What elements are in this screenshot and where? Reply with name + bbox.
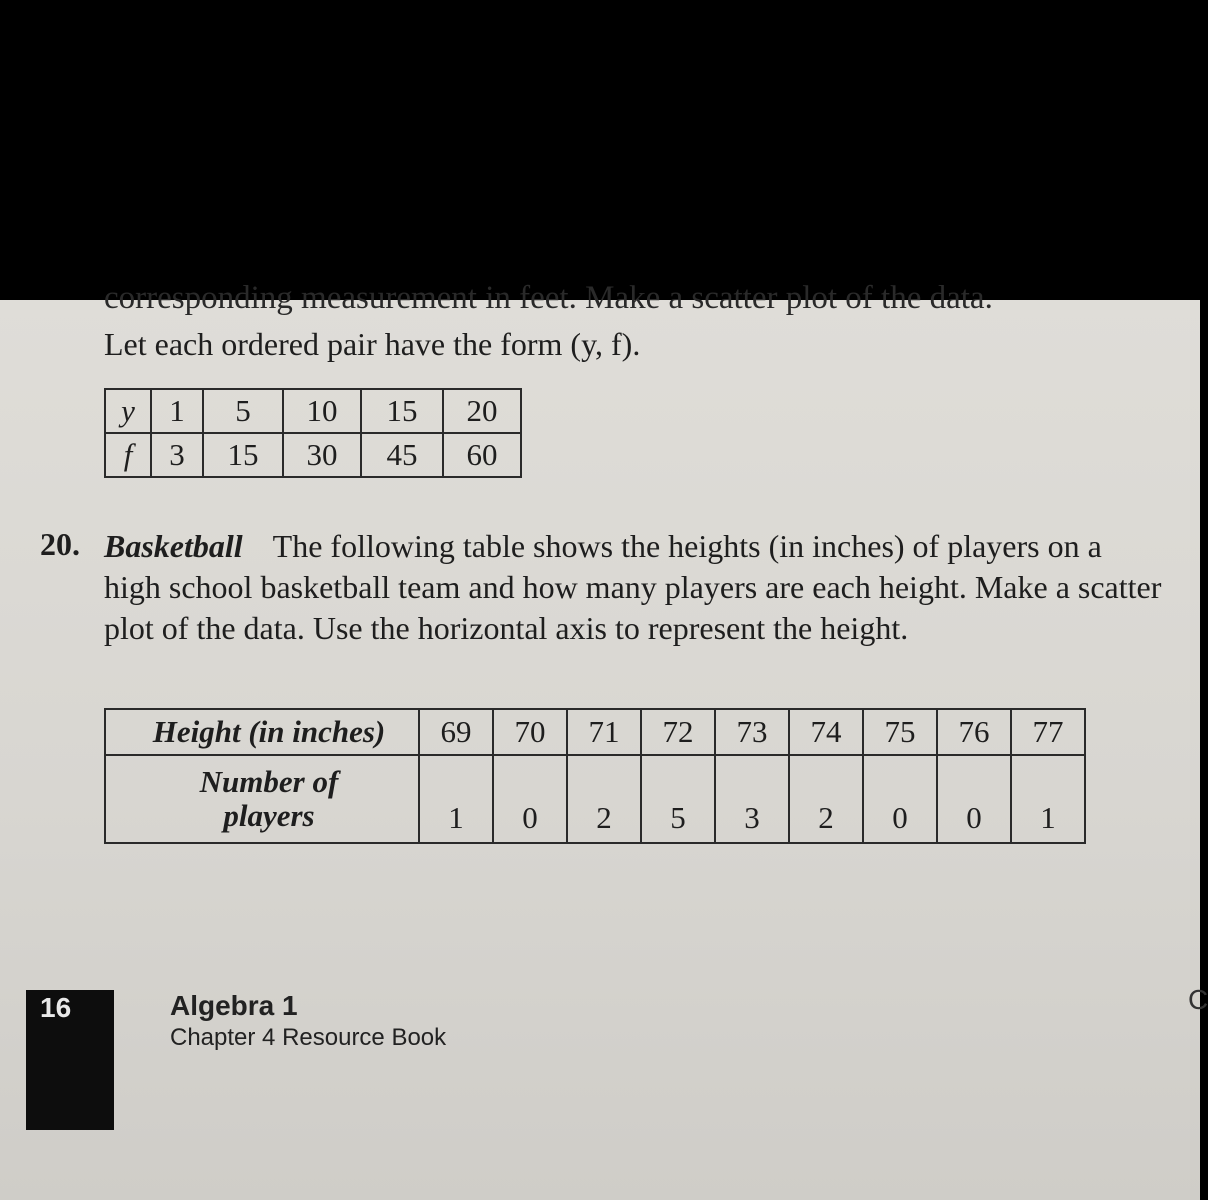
problem-number: 20. — [40, 526, 80, 562]
height-players-table — [104, 708, 1086, 844]
book-subtitle: Chapter 4 Resource Book — [170, 1024, 447, 1051]
table-cell: 73 — [715, 709, 789, 755]
table-cell: 70 — [493, 709, 567, 755]
height-row-label: Height (in inches) — [105, 709, 419, 755]
ordered-pair-instruction: Let each ordered pair have the form (y, f). — [104, 326, 641, 362]
problem-keyword: Basketball — [104, 528, 243, 564]
table-row — [105, 709, 1085, 755]
yards-feet-table — [104, 388, 522, 478]
table-cell: 5 — [203, 389, 283, 433]
table-cell: 20 — [443, 389, 521, 433]
table-cell: 2 — [789, 755, 863, 843]
table-cell: 1 — [151, 389, 203, 433]
page-number: 16 — [40, 992, 72, 1023]
table-row — [105, 389, 521, 433]
table-cell: 69 — [419, 709, 493, 755]
table-cell-y-label: y — [105, 389, 151, 433]
black-background-top — [0, 0, 1200, 300]
table-cell: 10 — [283, 389, 361, 433]
players-row-label-line2: players — [223, 798, 315, 833]
table-cell: 45 — [361, 433, 443, 477]
table-cell: 75 — [863, 709, 937, 755]
table-row — [105, 433, 521, 477]
table-cell: 0 — [863, 755, 937, 843]
table-cell: 71 — [567, 709, 641, 755]
table-cell: 1 — [1011, 755, 1085, 843]
table-cell: 2 — [567, 755, 641, 843]
table-cell: 1 — [419, 755, 493, 843]
table-cell: 76 — [937, 709, 1011, 755]
table-cell: 0 — [493, 755, 567, 843]
problem-statement — [104, 526, 1164, 649]
table-cell: 60 — [443, 433, 521, 477]
table-cell: 15 — [203, 433, 283, 477]
table-cell: 3 — [151, 433, 203, 477]
table-cell: 3 — [715, 755, 789, 843]
cut-off-edge-letter: C — [1188, 984, 1208, 1015]
problem-body: The following table shows the heights (in inches) of players on a high school basketball team and how many players are each height. Make a scatter plot of the data. Use the horizontal axis to represent the height. — [104, 528, 1162, 646]
table-cell: 0 — [937, 755, 1011, 843]
table-cell: 77 — [1011, 709, 1085, 755]
table-cell: 72 — [641, 709, 715, 755]
table-cell: 74 — [789, 709, 863, 755]
table-cell: 15 — [361, 389, 443, 433]
players-row-label-line1: Number of — [199, 764, 339, 799]
table-cell: 5 — [641, 755, 715, 843]
table-cell-f-label: f — [105, 433, 151, 477]
cut-off-text-line: corresponding measurement in feet. Make a scatter plot of the data. — [104, 280, 993, 316]
table-row — [105, 755, 1085, 843]
players-row-label — [105, 755, 419, 843]
table-cell: 30 — [283, 433, 361, 477]
book-title: Algebra 1 — [170, 990, 298, 1021]
